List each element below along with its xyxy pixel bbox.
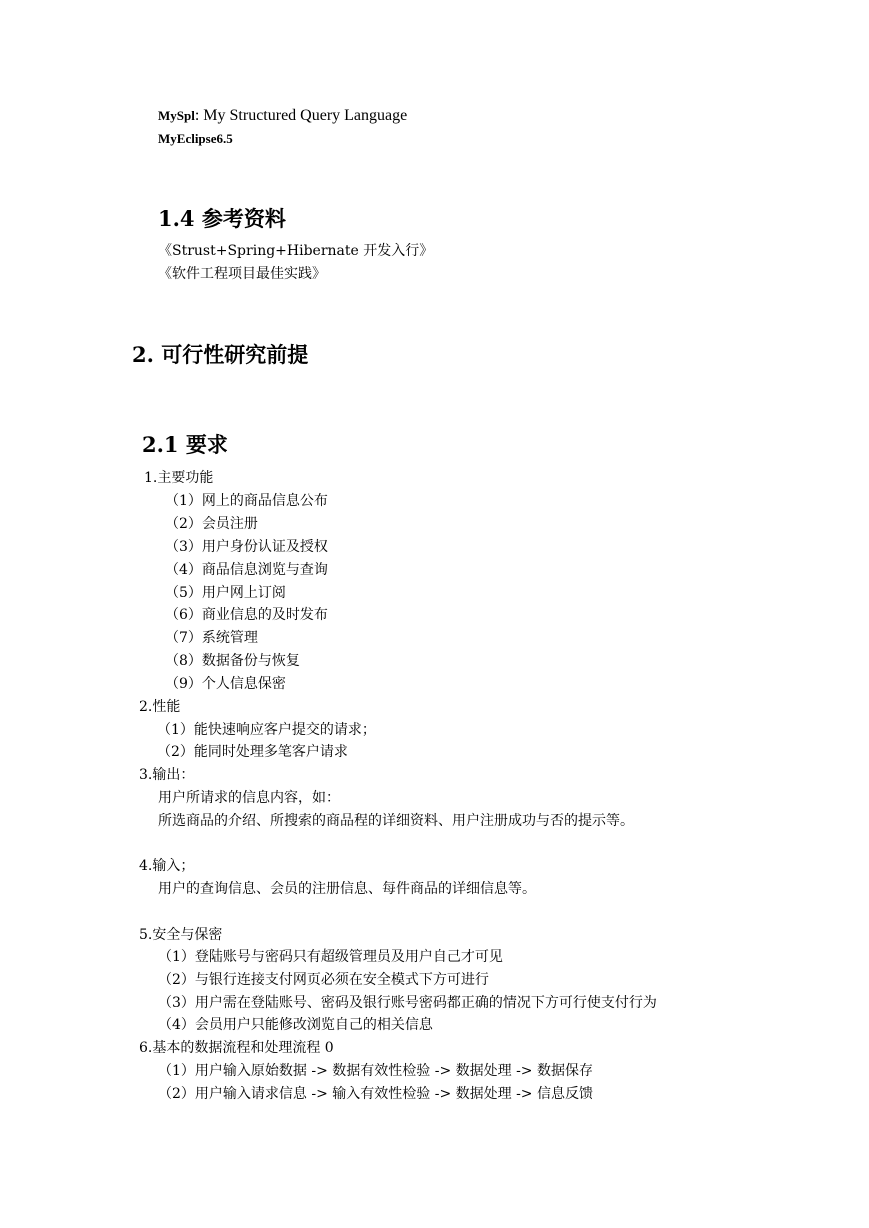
output-title: 3.输出：: [139, 767, 195, 783]
main-functions-title: 1.主要功能: [144, 470, 214, 486]
main-function-item: （5）用户网上订阅: [165, 585, 286, 601]
mysql-line: [158, 108, 407, 124]
output-item: 用户所请求的信息内容，如：: [158, 790, 340, 806]
main-function-item: （3）用户身份认证及授权: [165, 539, 328, 555]
main-function-item: （4）商品信息浏览与查询: [165, 562, 328, 578]
security-item: （4）会员用户只能修改浏览自己的相关信息: [158, 1017, 433, 1033]
reference-1: 《Strust+Spring+Hibernate 开发入行》: [158, 243, 434, 259]
security-item: （1）登陆账号与密码只有超级管理员及用户自己才可见: [158, 949, 503, 965]
reference-2: 《软件工程项目最佳实践》: [158, 266, 326, 282]
main-function-item: （2）会员注册: [165, 516, 258, 532]
input-item: 用户的查询信息、会员的注册信息、每件商品的详细信息等。: [158, 881, 536, 897]
main-function-item: （1）网上的商品信息公布: [165, 493, 328, 509]
main-function-item: （8）数据备份与恢复: [165, 653, 300, 669]
security-title: 5.安全与保密: [139, 927, 223, 943]
heading-1-4: 1.4 参考资料: [158, 206, 286, 231]
input-title: 4.输入；: [139, 858, 195, 874]
flow-item: （2）用户输入请求信息 -> 输入有效性检验 -> 数据处理 -> 信息反馈: [158, 1086, 593, 1102]
performance-item: （1）能快速响应客户提交的请求；: [157, 722, 376, 738]
ide-name: MyEclipse6.5: [158, 131, 233, 146]
mysql-full: : My Structured Query Language: [194, 107, 408, 124]
mysql-abbr: MySpl: [158, 108, 195, 123]
heading-2-1: 2.1 要求: [142, 432, 228, 457]
output-item: 所选商品的介绍、所搜索的商品程的详细资料、用户注册成功与否的提示等。: [158, 813, 634, 829]
flow-item: （1）用户输入原始数据 -> 数据有效性检验 -> 数据处理 -> 数据保存: [158, 1063, 593, 1079]
security-item: （3）用户需在登陆账号、密码及银行账号密码都正确的情况下方可行使支付行为: [158, 995, 657, 1011]
flow-title: 6.基本的数据流程和处理流程 0: [139, 1040, 334, 1056]
main-function-item: （9）个人信息保密: [165, 676, 286, 692]
performance-item: （2）能同时处理多笔客户请求: [157, 744, 348, 760]
main-function-item: （7）系统管理: [165, 630, 258, 646]
performance-title: 2.性能: [139, 699, 181, 715]
security-item: （2）与银行连接支付网页必须在安全模式下方可进行: [158, 972, 489, 988]
heading-2: 2. 可行性研究前提: [132, 342, 309, 367]
main-function-item: （6）商业信息的及时发布: [165, 607, 328, 623]
